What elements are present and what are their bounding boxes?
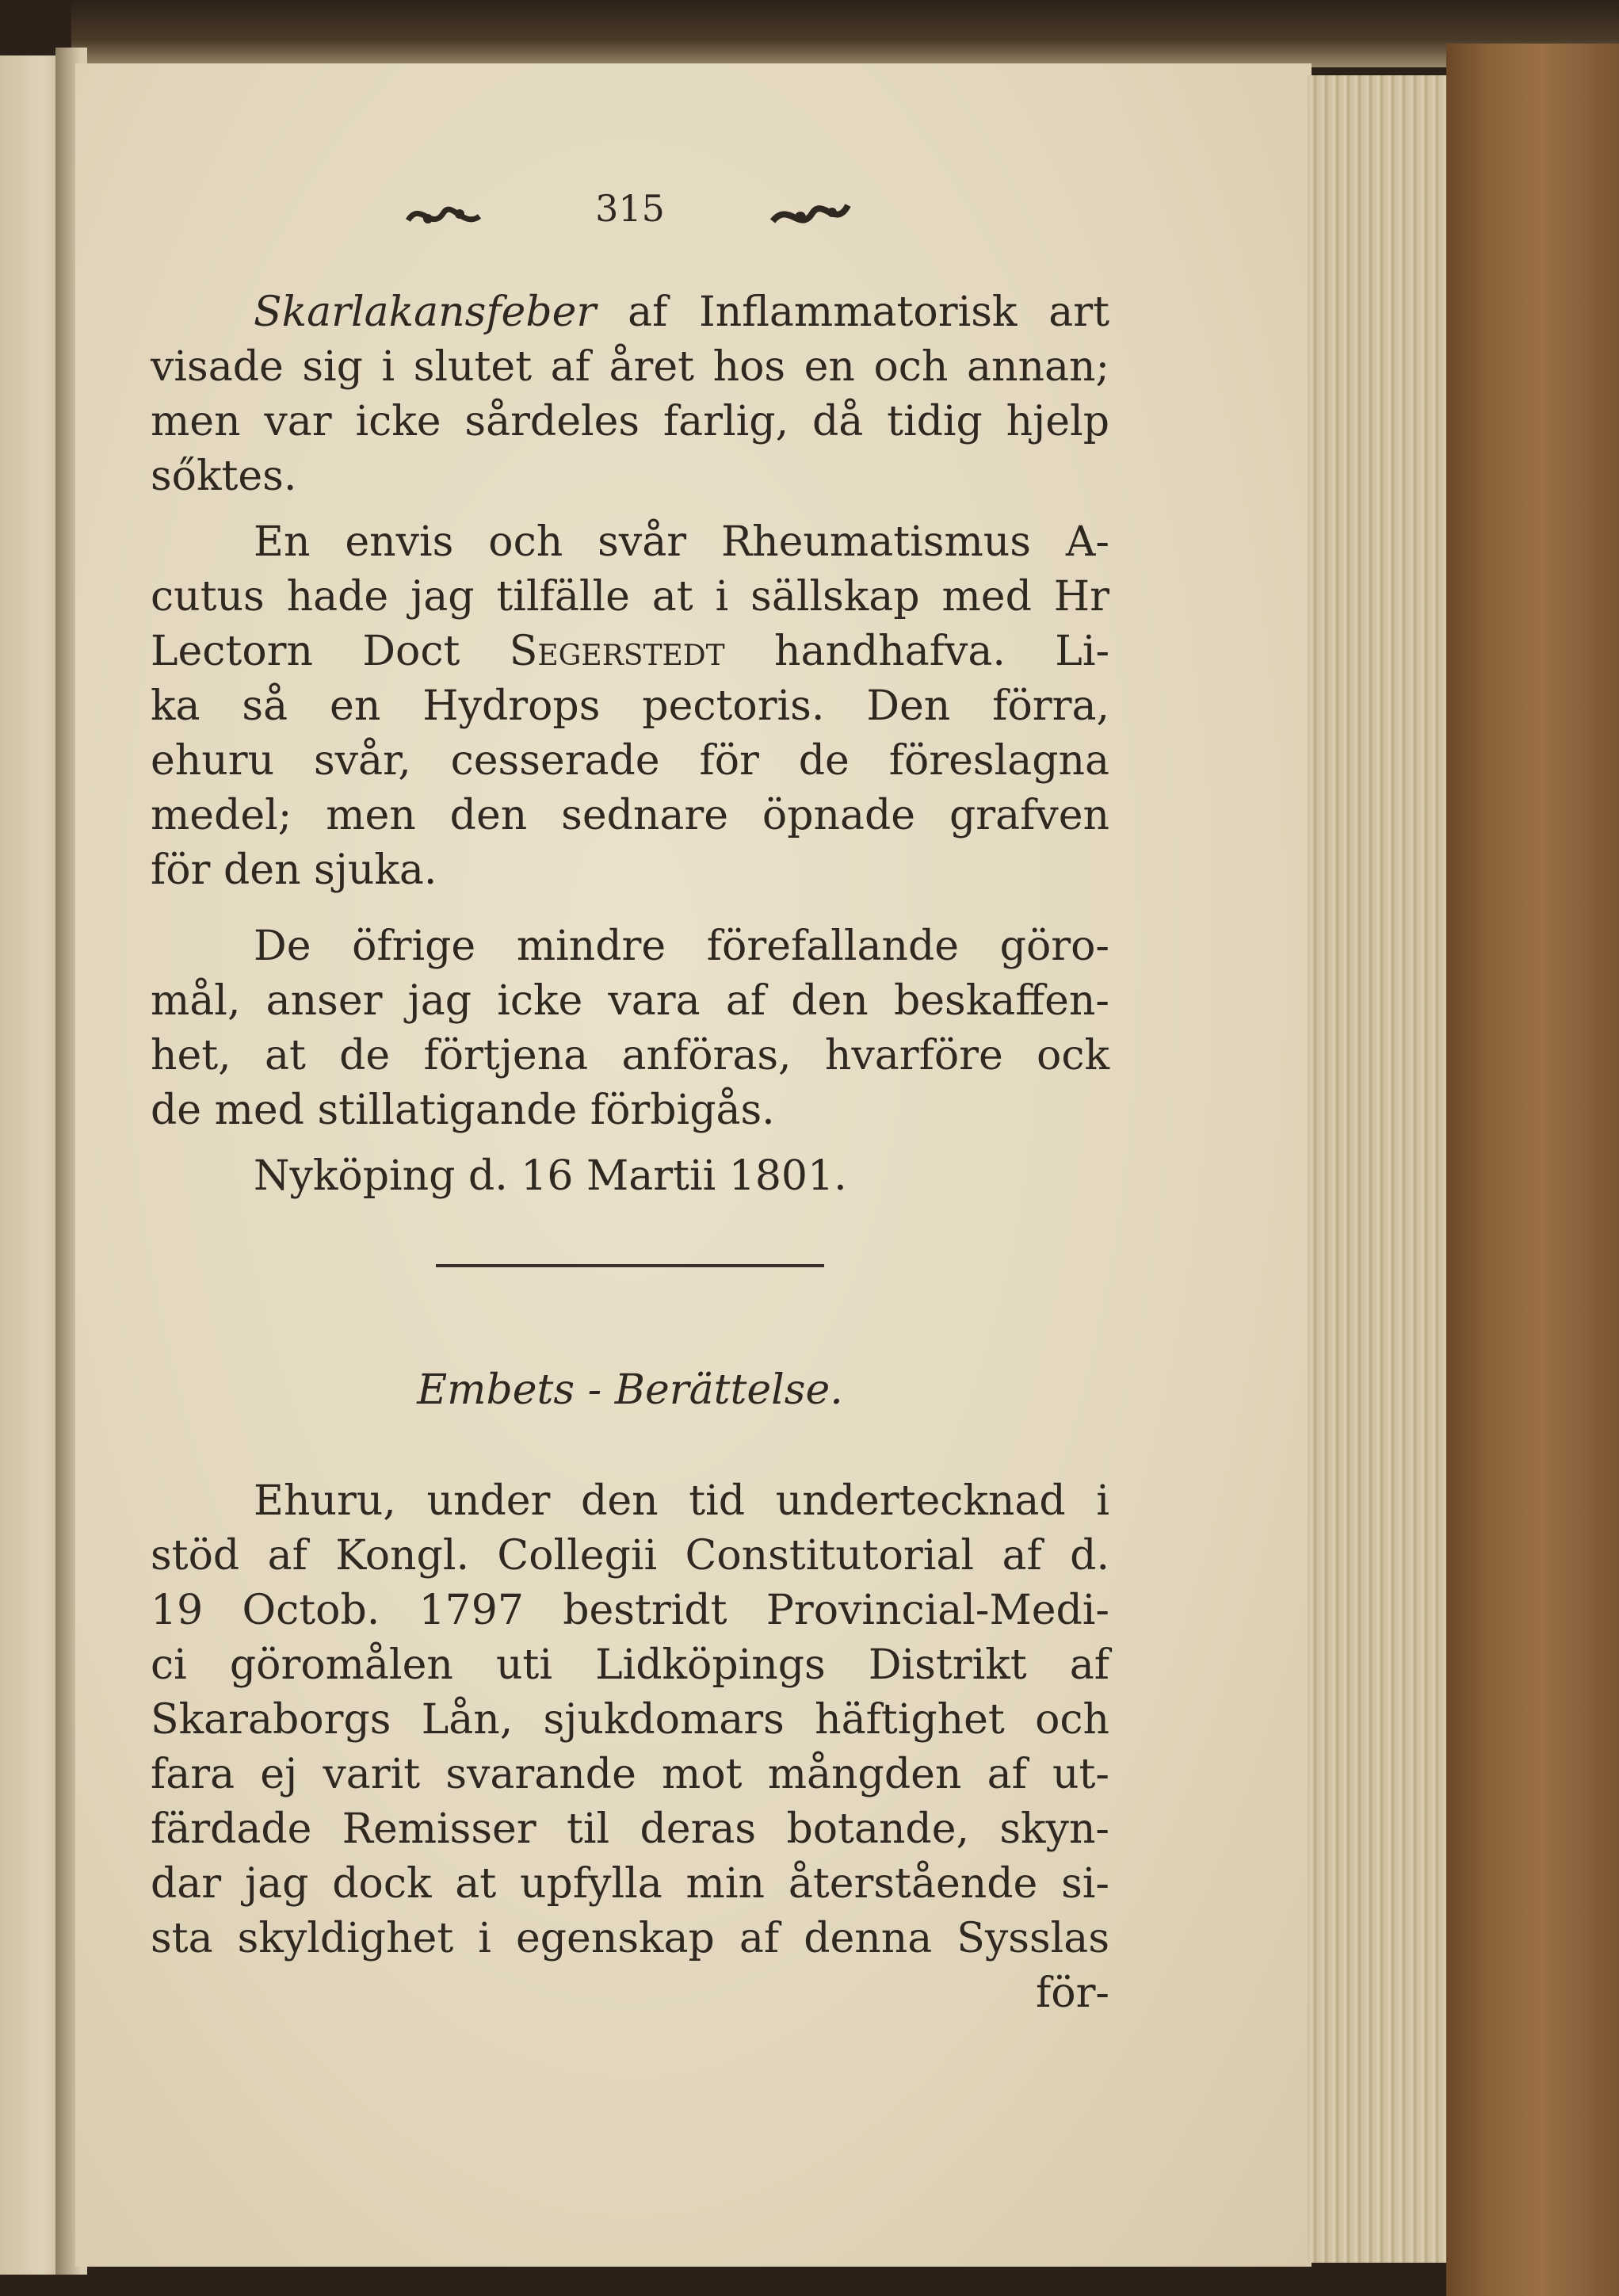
text-line: ka så en Hydrops pectoris. Den förra, xyxy=(151,682,1109,730)
page-stack-edges xyxy=(1308,75,1450,2263)
text-line: fara ej varit svarande mot mångden af ut- xyxy=(151,1751,1109,1798)
page-header xyxy=(151,187,1109,250)
text-line: mål, anser jag icke vara af den beskaffen- xyxy=(151,977,1109,1025)
section-title: Embets - Berättelse. xyxy=(417,1366,843,1414)
text-line: men var icke sårdeles farlig, då tidig hjelp xyxy=(151,398,1109,445)
text-fragment: handhafva. Li- xyxy=(774,628,1110,675)
text-line: färdade Remisser til deras botande, skyn- xyxy=(151,1805,1109,1853)
paragraph-rheumatism xyxy=(151,515,1109,898)
text-line: de med stillatigande förbigås. xyxy=(151,1087,775,1134)
paragraph-other-cases xyxy=(151,919,1109,1138)
lead-term: Skarlakansfeber xyxy=(254,288,597,336)
text-line: sőktes. xyxy=(151,453,297,500)
text-line: cutus hade jag tilfälle at i sällskap med Hr xyxy=(151,573,1109,621)
person-name: Segerstedt xyxy=(509,628,725,675)
text-line: Ehuru, under den tid undertecknad i xyxy=(254,1477,1109,1525)
text-line: het, at de förtjena anföras, hvarföre ock xyxy=(151,1032,1109,1079)
dateline-text: Nyköping d. 16 Martii 1801. xyxy=(254,1152,847,1200)
text-line: visade sig i slutet af året hos en och annan; xyxy=(151,343,1109,391)
text-line: Skaraborgs Lån, sjukdomars häftighet och xyxy=(151,1696,1109,1744)
text-line: De öfrige mindre förefallande görо- xyxy=(254,923,1109,970)
section-heading xyxy=(151,1363,1109,1418)
dateline xyxy=(151,1149,1109,1204)
text-line xyxy=(151,285,1109,340)
book-cover-edge xyxy=(1446,44,1619,2296)
page-number: 315 xyxy=(595,187,665,230)
text-line: 19 Octob. 1797 bestridt Provincial-Medi- xyxy=(151,1587,1109,1634)
book-cover-top xyxy=(71,0,1619,67)
text-line: stöd af Kongl. Collegii Constitutorial af d. xyxy=(151,1532,1109,1580)
paragraph-report xyxy=(151,1474,1109,2021)
text-line: sta skyldighet i egenskap af denna Sysslas xyxy=(151,1915,1109,1962)
text-line: En envis och svår Rheumatismus A- xyxy=(254,518,1109,566)
section-rule xyxy=(436,1264,824,1267)
text-line: dar jag dock at upfylla min återstående si- xyxy=(151,1860,1109,1908)
text-line: medel; men den sednare öpnade grafven xyxy=(151,792,1109,839)
text-fragment: Lectorn Doct xyxy=(151,628,460,675)
text-line: ehuru svår, cesserade för de föreslagna xyxy=(151,737,1109,785)
paragraph-scarlet-fever xyxy=(151,285,1109,504)
catchword: för- xyxy=(1036,1969,1109,2017)
text-fragment: af Inflammatorisk art xyxy=(628,288,1109,336)
text-line xyxy=(151,625,1109,679)
ornament-right-icon xyxy=(769,193,852,237)
text-line: för den sjuka. xyxy=(151,846,437,894)
text-line: ci göromålen uti Lidköpings Distrikt af xyxy=(151,1641,1109,1689)
